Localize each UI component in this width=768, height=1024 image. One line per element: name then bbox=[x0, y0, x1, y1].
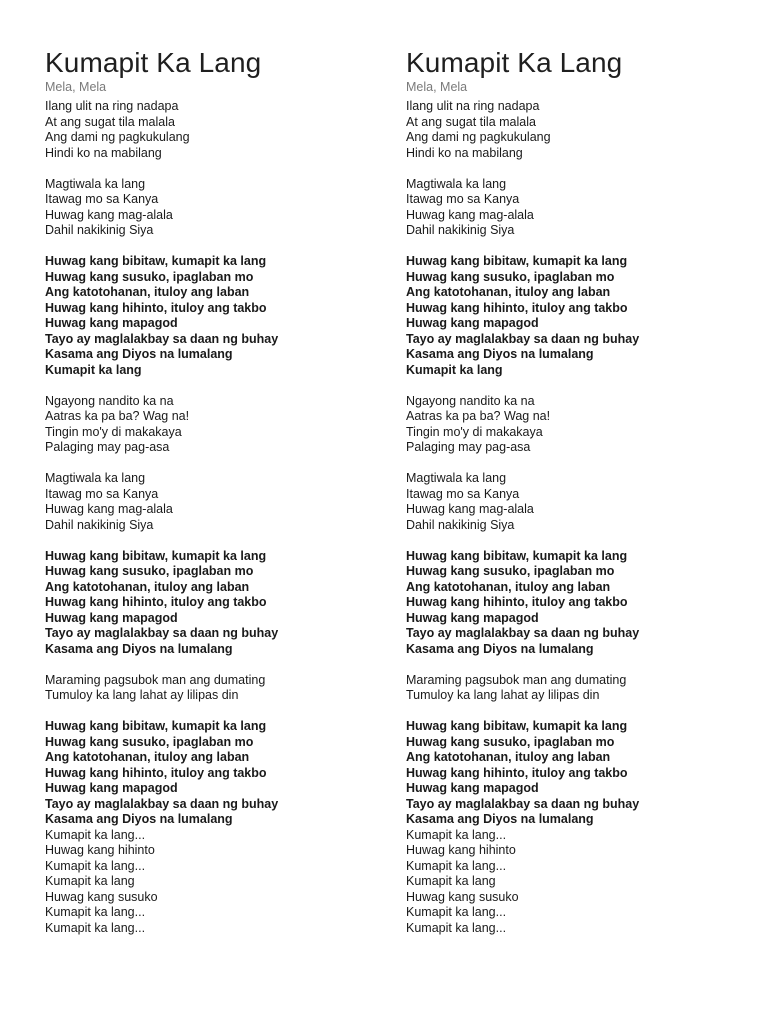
lyric-line: Huwag kang bibitaw, kumapit ka lang bbox=[45, 719, 267, 733]
song-title: Kumapit Ka Lang bbox=[406, 47, 623, 78]
stanza-verse bbox=[45, 177, 385, 239]
lyric-line: Huwag kang susuko bbox=[45, 889, 158, 904]
lyric-line: Huwag kang hihinto, ituloy ang takbo bbox=[45, 765, 267, 780]
lyric-line: Huwag kang bibitaw, kumapit ka lang bbox=[406, 719, 628, 733]
lyric-line: Tayo ay maglalakbay sa daan ng buhay bbox=[406, 626, 640, 640]
lyric-line: Dahil nakikinig Siya bbox=[45, 223, 154, 237]
lyric-line: Huwag kang mapagod bbox=[45, 781, 178, 795]
lyrics-column-right bbox=[406, 46, 746, 952]
lyric-line: Dahil nakikinig Siya bbox=[45, 517, 154, 532]
lyric-line: Kumapit ka lang... bbox=[45, 827, 146, 842]
lyric-line: Kumapit ka lang... bbox=[45, 905, 146, 919]
lyric-line: Huwag kang hihinto, ituloy ang takbo bbox=[406, 595, 628, 609]
lyrics-column-left bbox=[45, 46, 385, 952]
lyric-line: Dahil nakikinig Siya bbox=[406, 223, 515, 237]
lyric-line: Ang katotohanan, ituloy ang laban bbox=[45, 285, 250, 299]
lyric-line: Ngayong nandito ka na bbox=[45, 393, 174, 408]
lyric-line: Ang katotohanan, ituloy ang laban bbox=[406, 285, 611, 299]
lyric-line: Huwag kang susuko, ipaglaban mo bbox=[406, 269, 615, 284]
lyric-line: Huwag kang mag-alala bbox=[45, 502, 173, 516]
lyric-line: Kumapit ka lang... bbox=[406, 920, 507, 935]
stanza-chorus bbox=[45, 719, 385, 828]
lyric-line: Itawag mo sa Kanya bbox=[406, 486, 520, 501]
lyric-line: Magtiwala ka lang bbox=[406, 471, 507, 485]
lyric-line: Tayo ay maglalakbay sa daan ng buhay bbox=[45, 331, 279, 346]
lyric-line: Tayo ay maglalakbay sa daan ng buhay bbox=[406, 331, 640, 346]
lyric-line: Kumapit ka lang... bbox=[406, 905, 507, 919]
lyric-line: Huwag kang bibitaw, kumapit ka lang bbox=[45, 548, 267, 563]
lyric-line: Ang katotohanan, ituloy ang laban bbox=[406, 750, 611, 764]
lyric-line: Kasama ang Diyos na lumalang bbox=[45, 812, 233, 826]
stanza-chorus bbox=[406, 549, 746, 658]
lyric-line: Magtiwala ka lang bbox=[406, 176, 507, 191]
stanza-chorus bbox=[45, 254, 385, 378]
lyric-line: Kasama ang Diyos na lumalang bbox=[45, 641, 233, 656]
lyric-line: Huwag kang mag-alala bbox=[406, 207, 534, 222]
lyric-line: Huwag kang susuko, ipaglaban mo bbox=[406, 734, 615, 749]
lyric-line: Kumapit ka lang bbox=[45, 874, 135, 888]
stanza-verse bbox=[45, 99, 385, 161]
lyric-line: Huwag kang mapagod bbox=[406, 781, 539, 795]
lyric-line: Huwag kang mag-alala bbox=[406, 502, 534, 516]
stanza-verse bbox=[406, 394, 746, 456]
lyric-line: Huwag kang hihinto, ituloy ang takbo bbox=[406, 300, 628, 315]
lyric-line: Kumapit ka lang bbox=[45, 362, 142, 377]
song-artist: Mela, Mela bbox=[406, 80, 468, 94]
lyric-line: Huwag kang susuko, ipaglaban mo bbox=[45, 734, 254, 749]
lyric-line: Aatras ka pa ba? Wag na! bbox=[45, 409, 190, 423]
lyric-line: Tingin mo'y di makakaya bbox=[406, 424, 543, 439]
stanza-verse bbox=[406, 177, 746, 239]
lyric-line: Tayo ay maglalakbay sa daan ng buhay bbox=[45, 626, 279, 640]
lyric-line: Kasama ang Diyos na lumalang bbox=[406, 812, 594, 826]
lyric-line: Kumapit ka lang... bbox=[406, 858, 507, 873]
lyric-line: Tumuloy ka lang lahat ay lilipas din bbox=[45, 688, 239, 702]
lyric-line: Ang katotohanan, ituloy ang laban bbox=[45, 579, 250, 594]
stanza-verse bbox=[406, 673, 746, 704]
lyric-line: At ang sugat tila malala bbox=[45, 114, 175, 129]
stanza-outro bbox=[406, 828, 746, 937]
lyric-line: Kumapit ka lang... bbox=[45, 858, 146, 873]
lyric-line: Huwag kang mapagod bbox=[406, 610, 539, 625]
lyric-line: Ilang ulit na ring nadapa bbox=[45, 99, 179, 113]
lyric-line: Huwag kang mapagod bbox=[45, 610, 178, 625]
stanza-outro bbox=[45, 828, 385, 937]
lyric-line: Ilang ulit na ring nadapa bbox=[406, 99, 540, 113]
lyric-line: Huwag kang hihinto bbox=[45, 843, 155, 857]
lyric-line: Kasama ang Diyos na lumalang bbox=[45, 347, 233, 361]
lyric-line: Huwag kang susuko, ipaglaban mo bbox=[45, 564, 254, 578]
lyric-line: Huwag kang mag-alala bbox=[45, 207, 173, 222]
lyric-line: Palaging may pag-asa bbox=[406, 440, 531, 454]
lyric-line: Kasama ang Diyos na lumalang bbox=[406, 347, 594, 361]
lyric-line: Ang dami ng pagkukulang bbox=[406, 130, 551, 144]
stanza-verse bbox=[406, 471, 746, 533]
stanza-verse bbox=[45, 471, 385, 533]
lyric-line: Huwag kang hihinto, ituloy ang takbo bbox=[45, 595, 267, 609]
lyric-line: Huwag kang susuko, ipaglaban mo bbox=[406, 564, 615, 578]
lyric-line: Itawag mo sa Kanya bbox=[45, 486, 159, 501]
lyric-line: Huwag kang hihinto, ituloy ang takbo bbox=[45, 300, 267, 315]
lyric-line: Maraming pagsubok man ang dumating bbox=[406, 672, 627, 687]
lyric-line: Huwag kang hihinto, ituloy ang takbo bbox=[406, 765, 628, 780]
lyric-line: Huwag kang mapagod bbox=[406, 316, 539, 330]
song-title: Kumapit Ka Lang bbox=[45, 47, 262, 78]
lyric-line: Tingin mo'y di makakaya bbox=[45, 424, 182, 439]
lyric-line: Itawag mo sa Kanya bbox=[406, 192, 520, 206]
stanza-list bbox=[406, 99, 746, 936]
stanza-chorus bbox=[45, 549, 385, 658]
lyric-line: Huwag kang hihinto bbox=[406, 843, 516, 857]
lyric-line: Ngayong nandito ka na bbox=[406, 393, 535, 408]
lyric-line: Huwag kang susuko bbox=[406, 889, 519, 904]
lyric-line: Kumapit ka lang... bbox=[45, 920, 146, 935]
lyric-line: Tumuloy ka lang lahat ay lilipas din bbox=[406, 688, 600, 702]
lyric-line: Kasama ang Diyos na lumalang bbox=[406, 641, 594, 656]
lyric-line: At ang sugat tila malala bbox=[406, 114, 536, 129]
lyric-line: Huwag kang bibitaw, kumapit ka lang bbox=[406, 548, 628, 563]
lyric-line: Magtiwala ka lang bbox=[45, 471, 146, 485]
lyric-line: Huwag kang susuko, ipaglaban mo bbox=[45, 269, 254, 284]
lyric-line: Huwag kang mapagod bbox=[45, 316, 178, 330]
lyric-line: Itawag mo sa Kanya bbox=[45, 192, 159, 206]
lyric-line: Hindi ko na mabilang bbox=[406, 145, 523, 160]
lyric-line: Palaging may pag-asa bbox=[45, 440, 170, 454]
lyric-line: Huwag kang bibitaw, kumapit ka lang bbox=[406, 254, 628, 268]
stanza-verse bbox=[406, 99, 746, 161]
lyric-line: Tayo ay maglalakbay sa daan ng buhay bbox=[45, 796, 279, 811]
stanza-verse bbox=[45, 394, 385, 456]
lyric-line: Kumapit ka lang bbox=[406, 874, 496, 888]
lyric-line: Aatras ka pa ba? Wag na! bbox=[406, 409, 551, 423]
lyric-line: Maraming pagsubok man ang dumating bbox=[45, 672, 266, 687]
lyric-line: Ang dami ng pagkukulang bbox=[45, 130, 190, 144]
lyric-line: Tayo ay maglalakbay sa daan ng buhay bbox=[406, 796, 640, 811]
lyric-line: Magtiwala ka lang bbox=[45, 176, 146, 191]
stanza-verse bbox=[45, 673, 385, 704]
lyric-line: Ang katotohanan, ituloy ang laban bbox=[45, 750, 250, 764]
lyric-line: Huwag kang bibitaw, kumapit ka lang bbox=[45, 254, 267, 268]
stanza-chorus bbox=[406, 719, 746, 828]
stanza-list bbox=[45, 99, 385, 936]
lyric-line: Kumapit ka lang... bbox=[406, 827, 507, 842]
lyric-line: Ang katotohanan, ituloy ang laban bbox=[406, 579, 611, 594]
lyric-line: Kumapit ka lang bbox=[406, 362, 503, 377]
stanza-chorus bbox=[406, 254, 746, 378]
song-artist: Mela, Mela bbox=[45, 80, 107, 94]
lyric-line: Hindi ko na mabilang bbox=[45, 145, 162, 160]
lyric-line: Dahil nakikinig Siya bbox=[406, 517, 515, 532]
